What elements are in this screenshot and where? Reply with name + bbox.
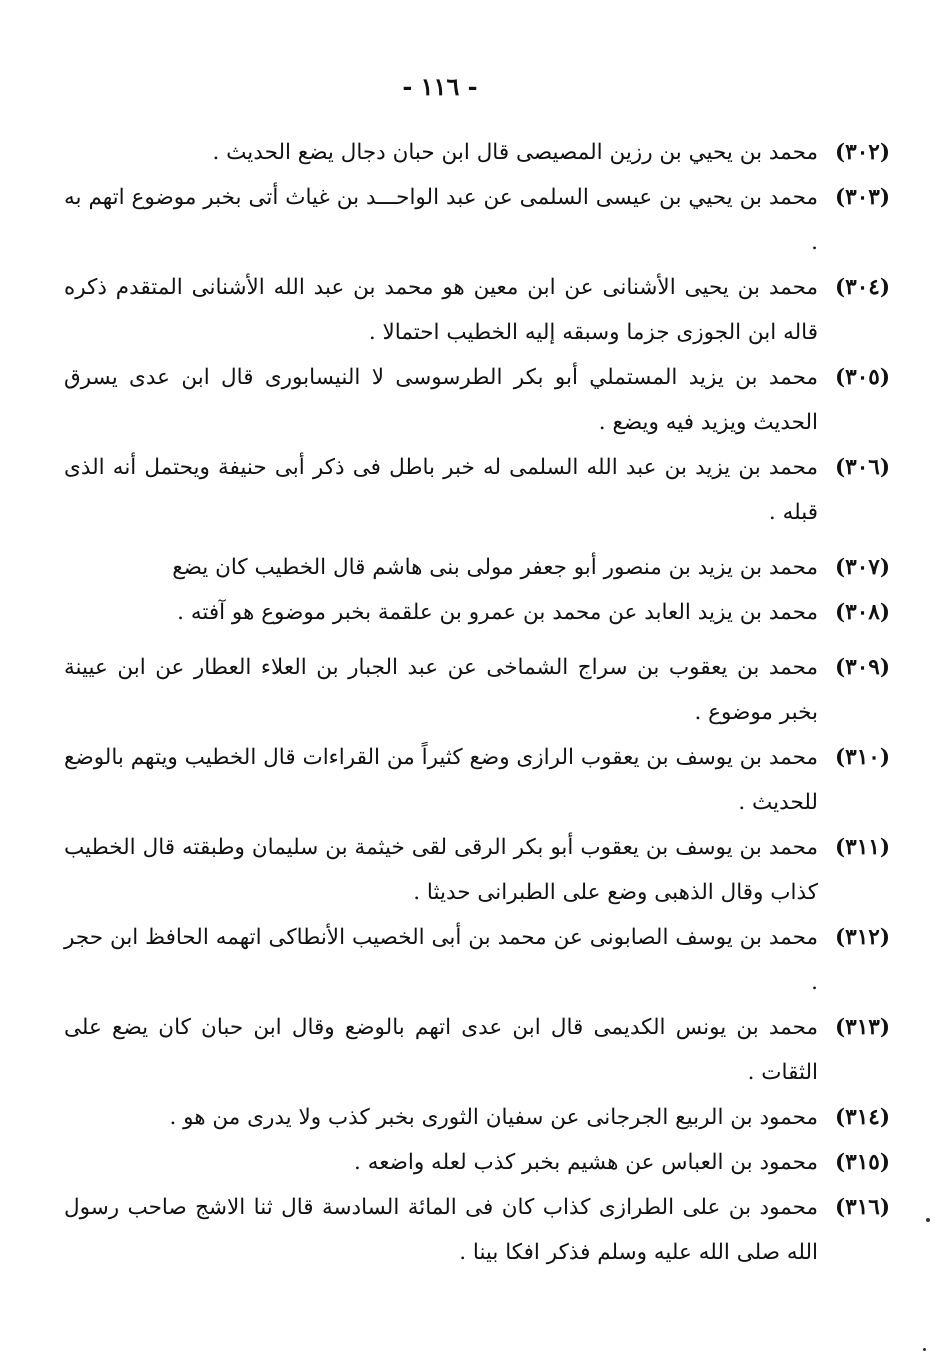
spacer [64,635,818,645]
entry-number: (٣٠٥) [834,365,890,390]
entry-number: (٣٠٦) [834,455,890,480]
entry-text: محمود بن العباس عن هشيم بخبر كذب لعله واضعه . [354,1150,818,1175]
entry-315 [64,1140,890,1185]
entry-text: محمد بن يوسف بن يعقوب أبو بكر الرقى لقى خيثمة بن سليمان وطبقته قال الخطيب كذاب وقال الذهبى وضع على الطبرانى حديثا . [64,835,818,905]
entry-text: محمد بن يونس الكديمى قال ابن عدى اتهم بالوضع وقال ابن حبان كان يضع على الثقات . [64,1015,818,1085]
entry-304 [64,265,890,355]
entry-text: محمد بن يوسف بن يعقوب الرازى وضع كثيراً من القراءات قال الخطيب ويتهم بالوضع للحديث . [64,745,818,815]
entry-text: محمد بن يحيى الأشنانى عن ابن معين هو محمد بن عبد الله الأشنانى المتقدم ذكره قاله ابن الجوزى جزما وسبقه إليه الخطيب احتمالا . [64,275,818,345]
entry-text: محمد بن يزيد بن منصور أبو جعفر مولى بنى هاشم قال الخطيب كان يضع [172,555,818,580]
entry-number: (٣١٤) [834,1105,890,1130]
entry-number: (٣٠٤) [834,275,890,300]
entry-text: محمد بن يعقوب بن سراج الشماخى عن عبد الجبار بن العلاء العطار عن ابن عيينة بخبر موضوع . [64,655,818,725]
entry-number: (٣٠٩) [834,655,890,680]
entry-number: (٣٠٧) [834,555,890,580]
entry-number: (٣١٢) [834,925,890,950]
entry-number: (٣٠٣) [834,185,890,210]
spacer [64,535,818,545]
entry-number: (٣١٥) [834,1150,890,1175]
entry-306 [64,445,890,535]
page-number: - ١١٦ - [402,72,478,101]
entry-307 [64,545,890,590]
entry-309 [64,645,890,735]
entry-310 [64,735,890,825]
entries-list [64,130,890,1275]
entry-302 [64,130,890,175]
entry-number: (٣١١) [834,835,890,860]
scan-speck [923,1348,926,1351]
entry-number: (٣٠٢) [834,140,890,165]
entry-312 [64,915,890,1005]
entry-311 [64,825,890,915]
entry-313 [64,1005,890,1095]
entry-number: (٣١٦) [834,1195,890,1220]
entry-308 [64,590,890,635]
entry-316 [64,1185,890,1275]
entry-text: محمود بن الربيع الجرجانى عن سفيان الثورى بخبر كذب ولا يدرى من هو . [169,1105,818,1130]
entry-number: (٣١٠) [834,745,890,770]
entry-text: محمد بن يزيد العابد عن محمد بن عمرو بن علقمة بخبر موضوع هو آفته . [177,600,818,625]
entry-text: محمد بن يزيد بن عبد الله السلمى له خبر باطل فى ذكر أبى حنيفة ويحتمل أنه الذى قبله . [64,455,818,525]
entry-text: محمد بن يحيي بن عيسى السلمى عن عبد الواحـــد بن غياث أتى بخبر موضوع اتهم به . [64,185,818,255]
scan-speck [926,1218,930,1222]
entry-314 [64,1095,890,1140]
entry-303 [64,175,890,265]
entry-305 [64,355,890,445]
entry-number: (٣١٣) [834,1015,890,1040]
entry-text: محمد بن يوسف الصابونى عن محمد بن أبى الخصيب الأنطاكى اتهمه الحافظ ابن حجر . [64,925,818,995]
entry-text: محمود بن على الطرازى كذاب كان فى المائة السادسة قال ثنا الاشج صاحب رسول الله صلى الله عليه وسلم فذكر افكا بينا . [64,1195,818,1265]
entry-text: محمد بن يزيد المستملي أبو بكر الطرسوسى لا النيسابورى قال ابن عدى يسرق الحديث ويزيد فيه ويضع . [64,365,818,435]
entry-number: (٣٠٨) [834,600,890,625]
entry-text: محمد بن يحيي بن رزين المصيصى قال ابن حبان دجال يضع الحديث . [212,140,818,165]
